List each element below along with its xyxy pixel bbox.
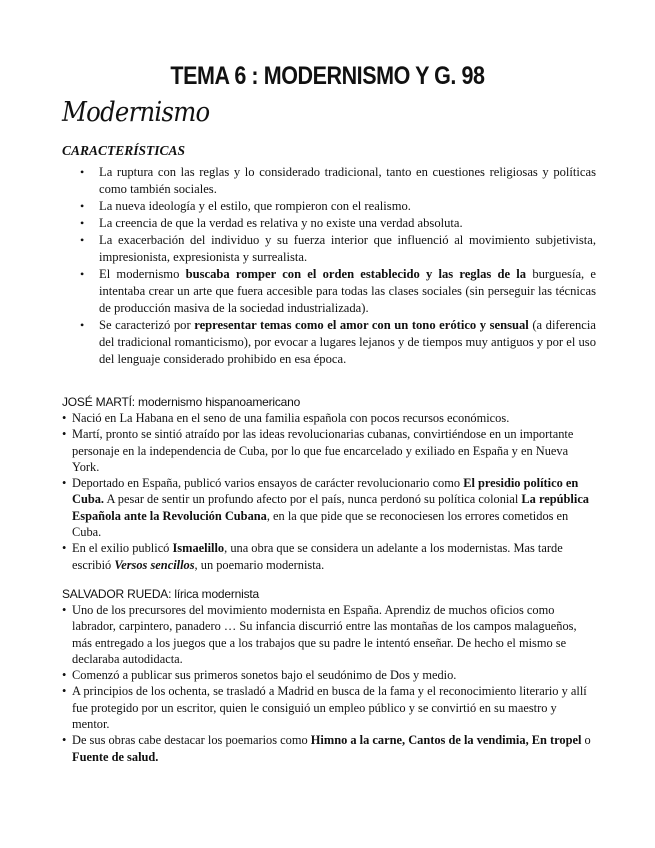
list-item: • Comenzó a publicar sus primeros sonetos bajo el seudónimo de Dos y medio. bbox=[62, 668, 457, 683]
features-heading: CARACTERÍSTICAS bbox=[62, 143, 186, 158]
list-item: • A principios de los ochenta, se trasladó a Madrid en busca de la fama y el reconocimiento literario y allí fue protegido por un escritor, quien le consiguió un empleo público y se convirtió en su maestro y mentor. bbox=[62, 684, 587, 732]
author-section-marti bbox=[62, 394, 594, 573]
emphasis-text: representar temas como el amor con un tono erótico y sensual bbox=[194, 318, 529, 332]
author-heading-rueda: SALVADOR RUEDA: lírica modernista bbox=[62, 587, 260, 601]
bullet-icon: • bbox=[62, 411, 67, 425]
bullet-icon: • bbox=[80, 165, 85, 179]
bullet-icon: • bbox=[62, 668, 67, 683]
list-item: • Nació en La Habana en el seno de una familia española con pocos recursos económicos. bbox=[62, 411, 510, 425]
bullet-icon: • bbox=[62, 476, 67, 491]
list-item: • La nueva ideología y el estilo, que rompieron con el realismo. bbox=[80, 199, 411, 213]
list-item: • De sus obras cabe destacar los poemarios como Himno a la carne, Cantos de la vendimia, En tropel o Fuente de salud. bbox=[62, 733, 591, 764]
work-title: Ismaelillo bbox=[172, 541, 225, 556]
list-item: • El modernismo buscaba romper con el orden establecido y las reglas de la burguesía, e intentaba crear un arte que fuera accesible para todas las clases sociales (sin perseguir las técnicas de producción masiva de la sociedad industrializada). bbox=[80, 267, 596, 315]
list-item: • Deportado en España, publicó varios ensayos de carácter revolucionario como El presidio político en Cuba. A pesar de sentir un profundo afecto por el país, nunca perdonó su política colonial La república Española ante la Revolución Cubana, en la que pide que se reconociesen los errores cometidos en Cuba. bbox=[62, 476, 590, 540]
list-item: • En el exilio publicó Ismaelillo, una obra que se considera un adelante a los modernistas. Mas tarde escribió Versos sencillos, un poemario modernista. bbox=[62, 541, 563, 572]
work-title: Himno a la carne, Cantos de la vendimia, En tropel bbox=[310, 733, 582, 748]
bullet-icon: • bbox=[80, 233, 85, 247]
bullet-icon: • bbox=[62, 541, 67, 556]
bullet-icon: • bbox=[62, 603, 67, 617]
list-item: • La ruptura con las reglas y lo considerado tradicional, tanto en cuestiones religiosas y políticas como también sociales. bbox=[80, 165, 596, 196]
work-title: Fuente de salud. bbox=[72, 749, 159, 764]
list-item: • La creencia de que la verdad es relativa y no existe una verdad absoluta. bbox=[80, 216, 463, 230]
author-heading-marti: JOSÉ MARTÍ: modernismo hispanoamericano bbox=[62, 395, 301, 409]
bullet-icon: • bbox=[80, 267, 85, 281]
bullet-icon: • bbox=[80, 318, 85, 332]
bullet-icon: • bbox=[80, 216, 85, 230]
features-list bbox=[78, 164, 596, 368]
emphasis-text: buscaba romper con el orden establecido y las reglas de la bbox=[185, 267, 527, 281]
list-item: • Uno de los precursores del movimiento modernista en España. Aprendiz de muchos oficios como labrador, carpintero, panadero … Su infancia discurrió entre las montañas de los campos malagueños, más entregado a los juegos que a los trabajos que su padre le intentó enseñar. De hecho el mismo se declaraba autodidacta. bbox=[62, 603, 577, 666]
bullet-icon: • bbox=[62, 684, 67, 699]
bullet-icon: • bbox=[80, 199, 85, 213]
work-title: El presidio político en Cuba. bbox=[72, 476, 579, 507]
author-section-rueda bbox=[62, 586, 594, 765]
list-item: • Martí, pronto se sintió atraído por las ideas revolucionarias cubanas, convirtiéndose en un importante personaje en la independencia de Cuba, por lo que fue encarcelado y exiliado en España y en Nueva York. bbox=[62, 427, 574, 474]
work-title: Versos sencillos bbox=[114, 557, 195, 572]
page-title: TEMA 6 : MODERNISMO Y G. 98 bbox=[170, 62, 485, 90]
work-title: La república Española ante la Revolución Cubana bbox=[72, 492, 590, 523]
list-item: • Se caracterizó por representar temas como el amor con un tono erótico y sensual (a diferencia del tradicional romanticismo), por evocar a lugares lejanos y de tiempos muy antiguos y por el uso del lenguaje considerado prohibido en esa época. bbox=[80, 318, 596, 366]
rueda-list bbox=[62, 602, 594, 765]
bullet-icon: • bbox=[62, 733, 67, 748]
list-item: • La exacerbación del individuo y su fuerza interior que influenció al movimiento subjetivista, impresionista, expresionista y surrealista. bbox=[80, 233, 596, 264]
bullet-icon: • bbox=[62, 427, 67, 442]
section-title-modernismo: Modernismo bbox=[62, 97, 210, 128]
marti-list bbox=[62, 410, 594, 573]
